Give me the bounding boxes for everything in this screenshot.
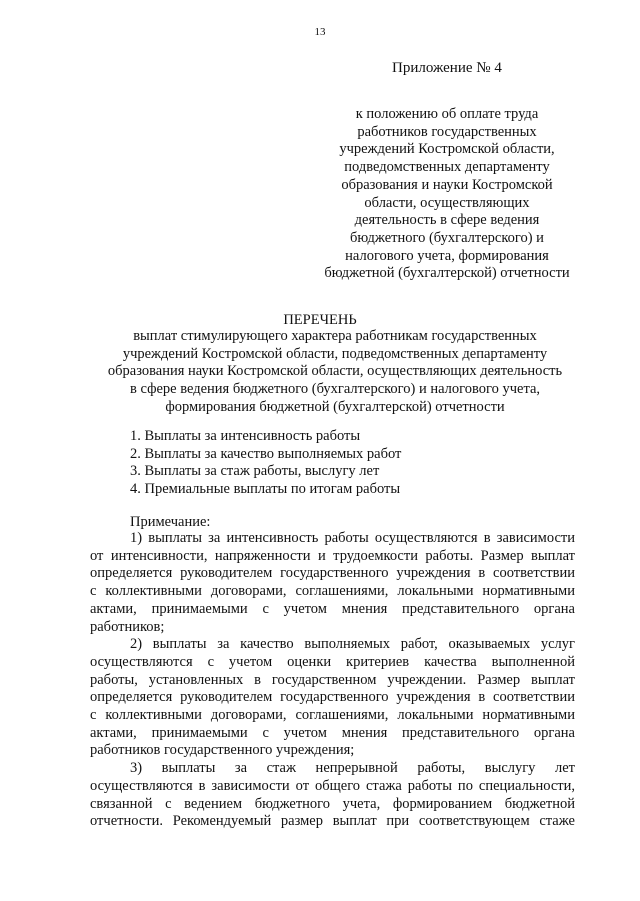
appendix-subtitle-line: бюджетной (бухгалтерской) отчетности: [324, 265, 570, 282]
appendix-subtitle-line: области, осуществляющих: [364, 194, 530, 211]
note-line: связанной с ведением бюджетного учета, формированием бюджетной: [90, 795, 575, 812]
payment-item: 2. Выплаты за качество выполняемых работ: [130, 445, 402, 462]
note-line: определяется руководителем государственного учреждения в соответствии: [90, 565, 575, 582]
note-line: осуществляются с учетом оценки критериев качества выполненной: [90, 653, 575, 670]
payment-item: 4. Премиальные выплаты по итогам работы: [130, 481, 401, 498]
subheading-line: в сфере ведения бюджетного (бухгалтерского) и налогового учета,: [129, 381, 541, 398]
note-line: осуществляются в зависимости от общего стажа работы по специальности,: [90, 777, 575, 794]
appendix-subtitle-line: к положению об оплате труда: [355, 106, 539, 122]
note-line: актами, принимаемыми с учетом мнения представительного органа: [90, 600, 575, 617]
note-line: работников;: [90, 618, 165, 635]
subheading-line: формирования бюджетной (бухгалтерской) отчетности: [165, 398, 505, 415]
document-subheading: [100, 328, 570, 417]
appendix-subtitle-line: учреждений Костромской области,: [339, 141, 555, 158]
appendix-subtitle-line: бюджетного (бухгалтерского) и: [350, 229, 544, 246]
payment-item: 3. Выплаты за стаж работы, выслугу лет: [130, 463, 380, 480]
note-line: актами, принимаемыми с учетом мнения представительного органа: [90, 724, 575, 741]
page-number: 13: [314, 26, 326, 38]
note-line: 1) выплаты за интенсивность работы осуществляются в зависимости: [130, 530, 575, 546]
appendix-subtitle-line: работников государственных: [357, 123, 537, 140]
note-line: с коллективными договорами, соглашениями, локальными нормативными: [90, 583, 575, 600]
payment-item: 1. Выплаты за интенсивность работы: [130, 428, 361, 444]
appendix-title: Приложение № 4: [392, 60, 502, 76]
subheading-line: образования науки Костромской области, осуществляющих деятельность: [107, 363, 563, 380]
note-line: отчетности. Рекомендуемый размер выплат при соответствующем стаже: [90, 813, 575, 830]
note-label: Примечание:: [130, 514, 211, 530]
note-line: 2) выплаты за качество выполняемых работ, оказываемых услуг: [130, 636, 575, 653]
note-line: от интенсивности, напряженности и трудоемкости работы. Размер выплат: [90, 547, 575, 564]
document-heading: ПЕРЕЧЕНЬ: [283, 312, 357, 328]
payments-list: [130, 428, 401, 499]
appendix-subtitle-line: подведомственных департаменту: [344, 159, 550, 176]
subheading-line: учреждений Костромской области, подведомственных департаменту: [122, 345, 548, 362]
note-line: работников государственного учреждения;: [90, 742, 355, 759]
note-line: 3) выплаты за стаж непрерывной работы, выслугу лет: [130, 760, 575, 777]
note-line: с коллективными договорами, соглашениями, локальными нормативными: [90, 707, 575, 724]
note-line: работы, установленных в государственном учреждении. Размер выплат: [90, 671, 575, 688]
note-body: [90, 530, 575, 831]
appendix-subtitle-line: образования и науки Костромской: [341, 176, 553, 193]
appendix-subtitle: [322, 106, 572, 283]
note-line: определяется руководителем государственного учреждения в соответствии: [90, 689, 575, 706]
appendix-subtitle-line: деятельность в сфере ведения: [354, 212, 540, 229]
subheading-line: выплат стимулирующего характера работникам государственных: [133, 328, 537, 344]
appendix-subtitle-line: налогового учета, формирования: [345, 247, 549, 264]
